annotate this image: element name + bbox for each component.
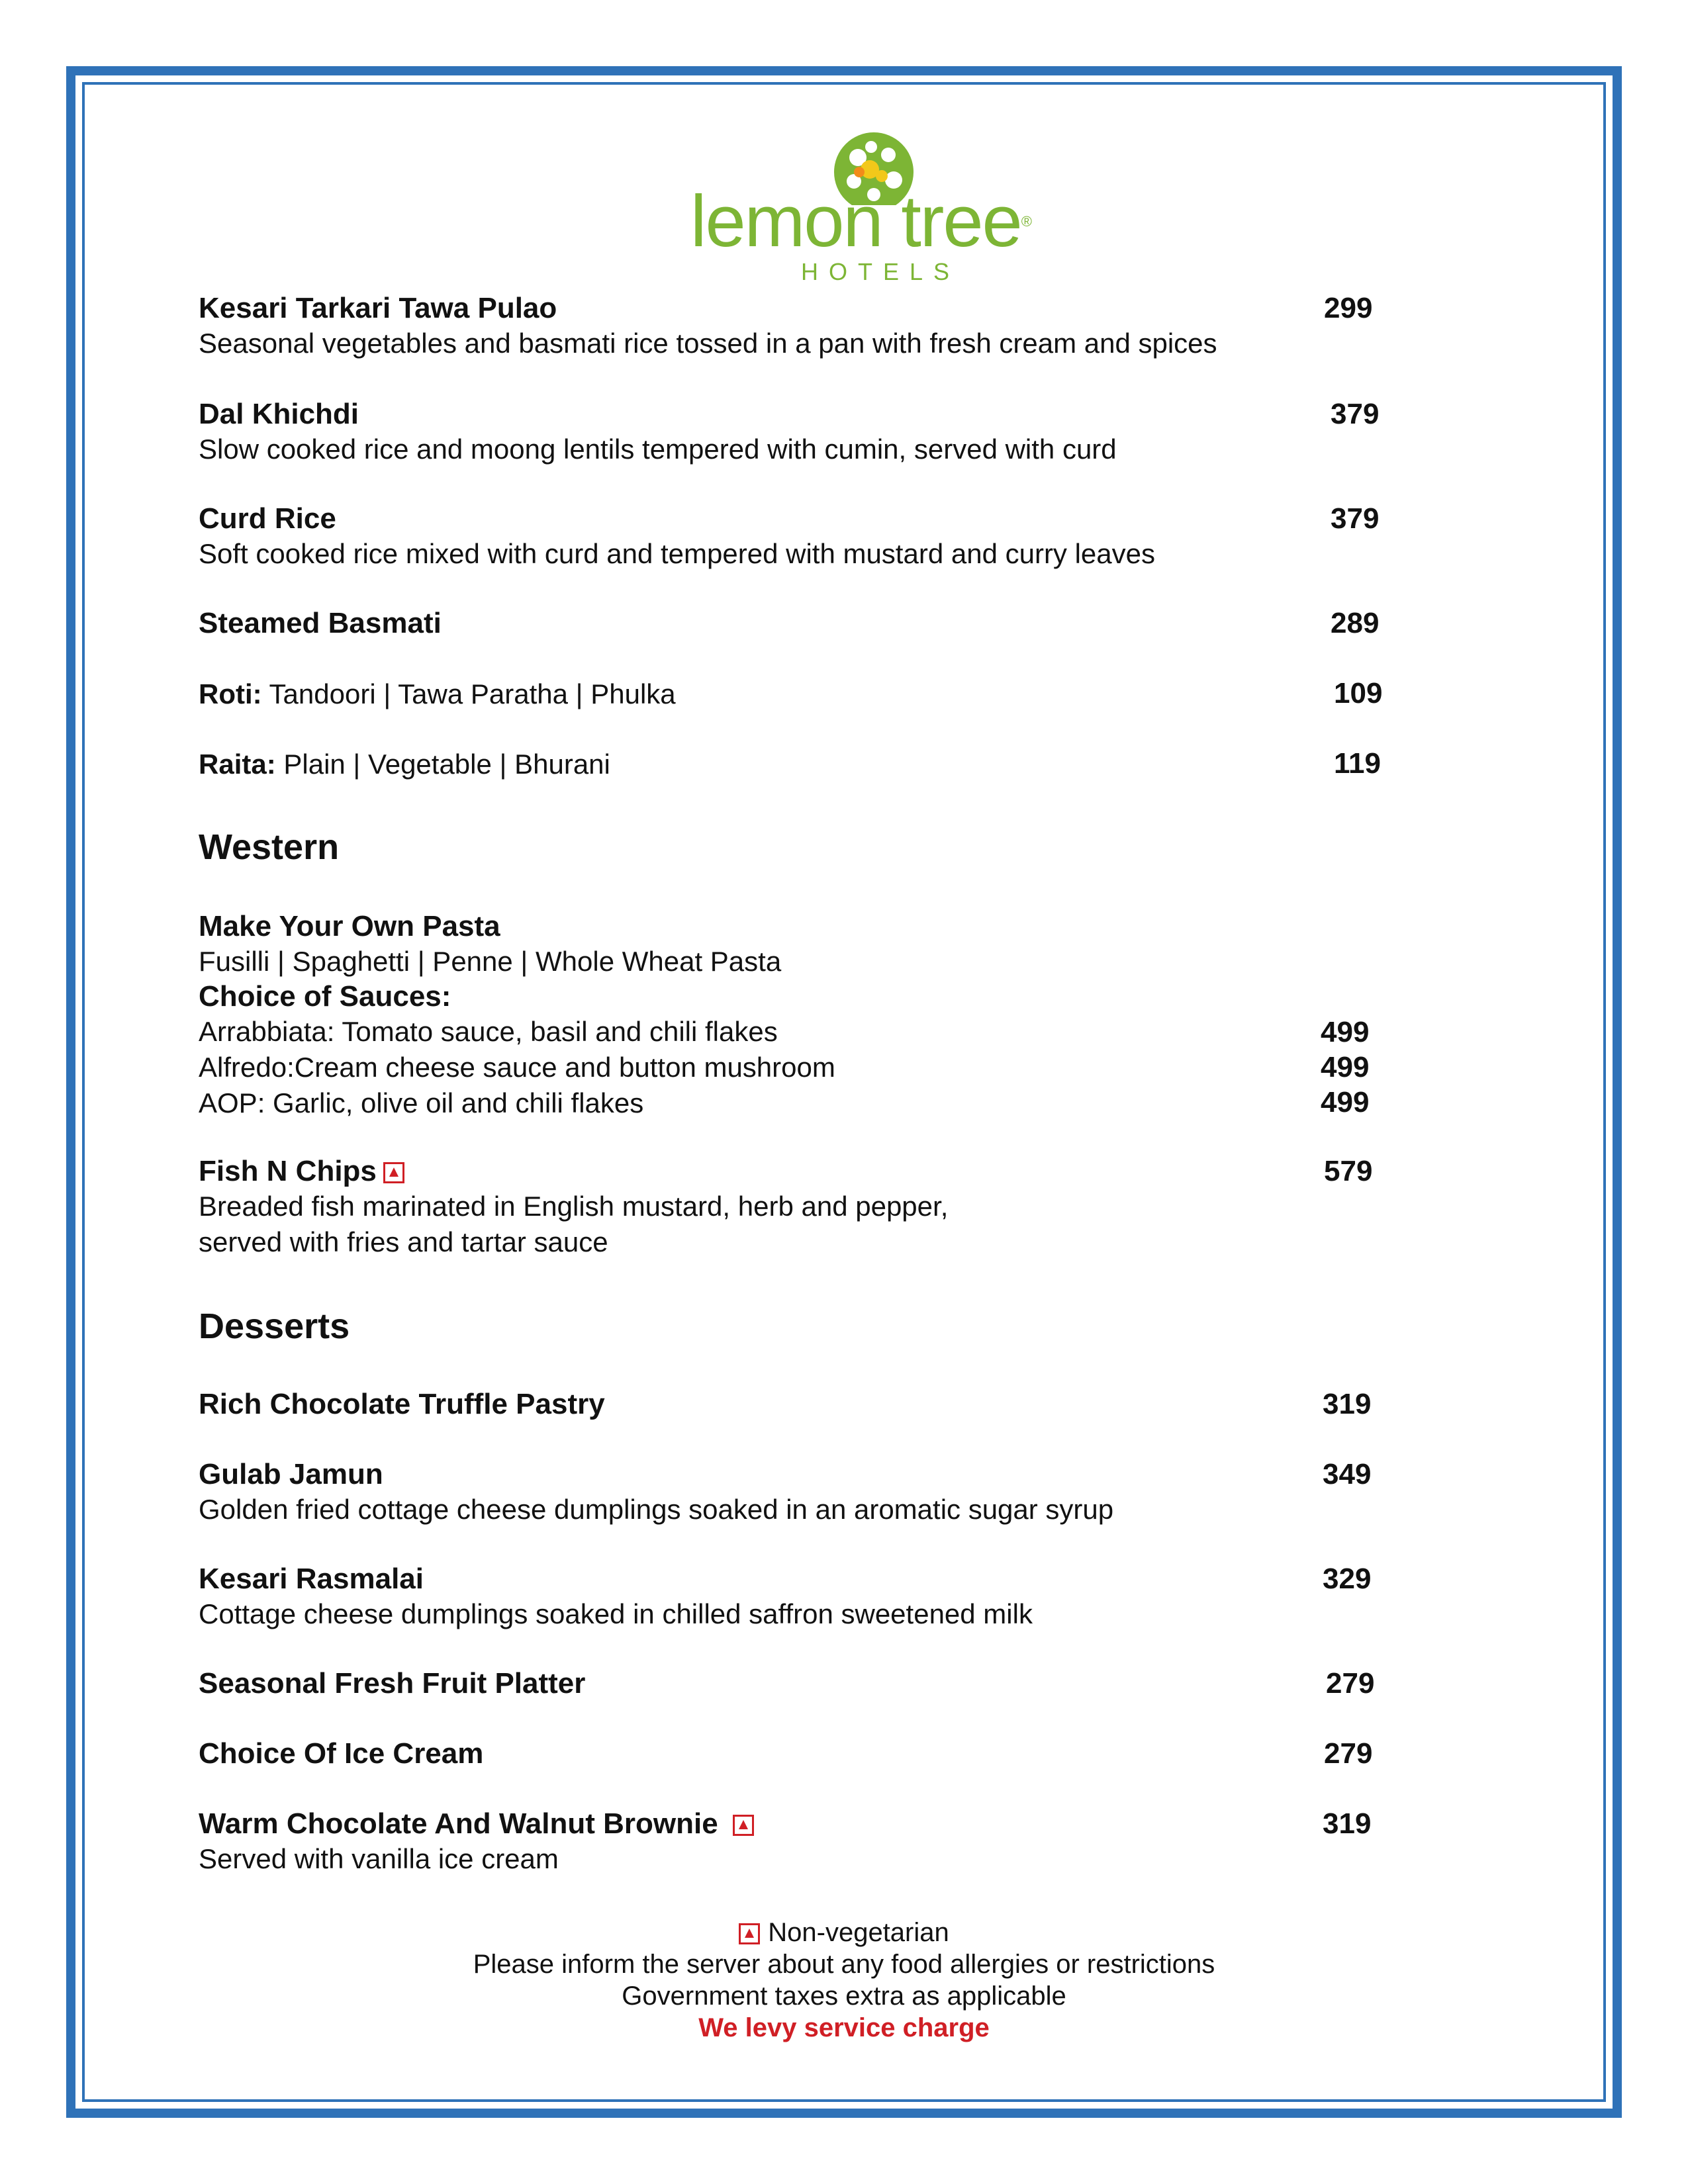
item-name: Choice Of Ice Cream: [199, 1737, 484, 1770]
list-item: [199, 1807, 1390, 1877]
list-item: [199, 1562, 1390, 1632]
list-item: [199, 1666, 1390, 1701]
item-desc: Golden fried cottage cheese dumplings soaked in an aromatic sugar syrup: [199, 1494, 1114, 1525]
item-desc: served with fries and tartar sauce: [199, 1226, 608, 1257]
lemon-tree-logo: [688, 119, 1033, 285]
footer-allergy: Please inform the server about any food allergies or restrictions: [473, 1950, 1215, 1979]
item-desc: Seasonal vegetables and basmati rice tossed in a pan with fresh cream and spices: [199, 328, 1217, 359]
item-price: 499: [1321, 1086, 1370, 1118]
non-veg-icon: [733, 1815, 754, 1836]
sauce-line: AOP: Garlic, olive oil and chili flakes: [199, 1087, 644, 1118]
list-item: [199, 397, 1390, 467]
item-name: Kesari Rasmalai: [199, 1563, 424, 1595]
item-label: Roti:: [199, 678, 262, 709]
footer-legend: [397, 1917, 1291, 1948]
item-name: Gulab Jamun: [199, 1458, 383, 1490]
section-title-desserts: Desserts: [199, 1306, 350, 1346]
item-line: [199, 747, 1390, 782]
legend-text: Non-vegetarian: [768, 1918, 949, 1947]
list-item: [199, 1457, 1390, 1527]
item-price: 299: [1324, 292, 1373, 324]
item-name: Dal Khichdi: [199, 398, 359, 430]
list-item: [199, 291, 1390, 361]
item-name: Fish N Chips: [199, 1155, 377, 1187]
item-desc: Breaded fish marinated in English mustard, herb and pepper,: [199, 1191, 949, 1222]
item-price: 329: [1323, 1563, 1372, 1595]
list-item: [199, 502, 1390, 572]
item-price: 579: [1324, 1155, 1373, 1187]
item-name: Make Your Own Pasta: [199, 910, 500, 942]
item-name: Kesari Tarkari Tawa Pulao: [199, 292, 557, 324]
list-item: [199, 606, 1390, 641]
sauce-line: Alfredo:Cream cheese sauce and button mushroom: [199, 1052, 835, 1083]
non-veg-icon: [383, 1162, 404, 1183]
list-item: [199, 1387, 1390, 1422]
item-label: Raita:: [199, 749, 276, 780]
footer-taxes: Government taxes extra as applicable: [622, 1981, 1066, 2011]
sauce-line: Arrabbiata: Tomato sauce, basil and chili flakes: [199, 1016, 778, 1047]
footer-service-charge: We levy service charge: [698, 2013, 990, 2042]
brand-name: lemon tree®: [690, 181, 1031, 262]
list-item: [199, 676, 1390, 712]
item-line: [199, 676, 1390, 712]
pasta-types: Fusilli | Spaghetti | Penne | Whole Wheat Pasta: [199, 946, 782, 977]
item-name: Seasonal Fresh Fruit Platter: [199, 1667, 586, 1700]
item-name: Curd Rice: [199, 502, 336, 535]
item-price: 499: [1321, 1051, 1370, 1083]
item-price: 119: [1334, 747, 1381, 780]
list-item: [199, 747, 1390, 782]
non-veg-icon: [739, 1923, 760, 1944]
item-price: 379: [1331, 398, 1380, 430]
item-options: Tandoori | Tawa Paratha | Phulka: [261, 678, 676, 709]
item-name-row: [199, 1807, 1390, 1841]
item-name-row: [199, 1154, 1390, 1189]
item-price: 279: [1326, 1667, 1375, 1700]
item-options: Plain | Vegetable | Bhurani: [275, 749, 610, 780]
item-desc: Cottage cheese dumplings soaked in chilled saffron sweetened milk: [199, 1598, 1033, 1629]
item-desc: Soft cooked rice mixed with curd and tempered with mustard and curry leaves: [199, 538, 1156, 569]
list-item: [199, 1737, 1390, 1771]
item-price: 279: [1324, 1737, 1373, 1770]
item-price: 319: [1323, 1807, 1372, 1840]
section-title-western: Western: [199, 827, 340, 867]
item-desc: Served with vanilla ice cream: [199, 1843, 559, 1874]
item-price: 109: [1334, 677, 1383, 709]
pasta-block: [199, 909, 1390, 1121]
item-name: Steamed Basmati: [199, 607, 442, 639]
item-desc: Slow cooked rice and moong lentils tempered with cumin, served with curd: [199, 433, 1117, 465]
item-price: 319: [1323, 1388, 1372, 1420]
item-price: 349: [1323, 1458, 1372, 1490]
sauce-heading: Choice of Sauces:: [199, 980, 451, 1013]
list-item: [199, 1154, 1390, 1260]
item-price: 289: [1331, 607, 1380, 639]
brand-subtitle: HOTELS: [801, 258, 961, 285]
item-price: 379: [1331, 502, 1380, 535]
item-name: Rich Chocolate Truffle Pastry: [199, 1388, 605, 1420]
item-price: 499: [1321, 1016, 1370, 1048]
item-name: Warm Chocolate And Walnut Brownie: [199, 1807, 718, 1840]
